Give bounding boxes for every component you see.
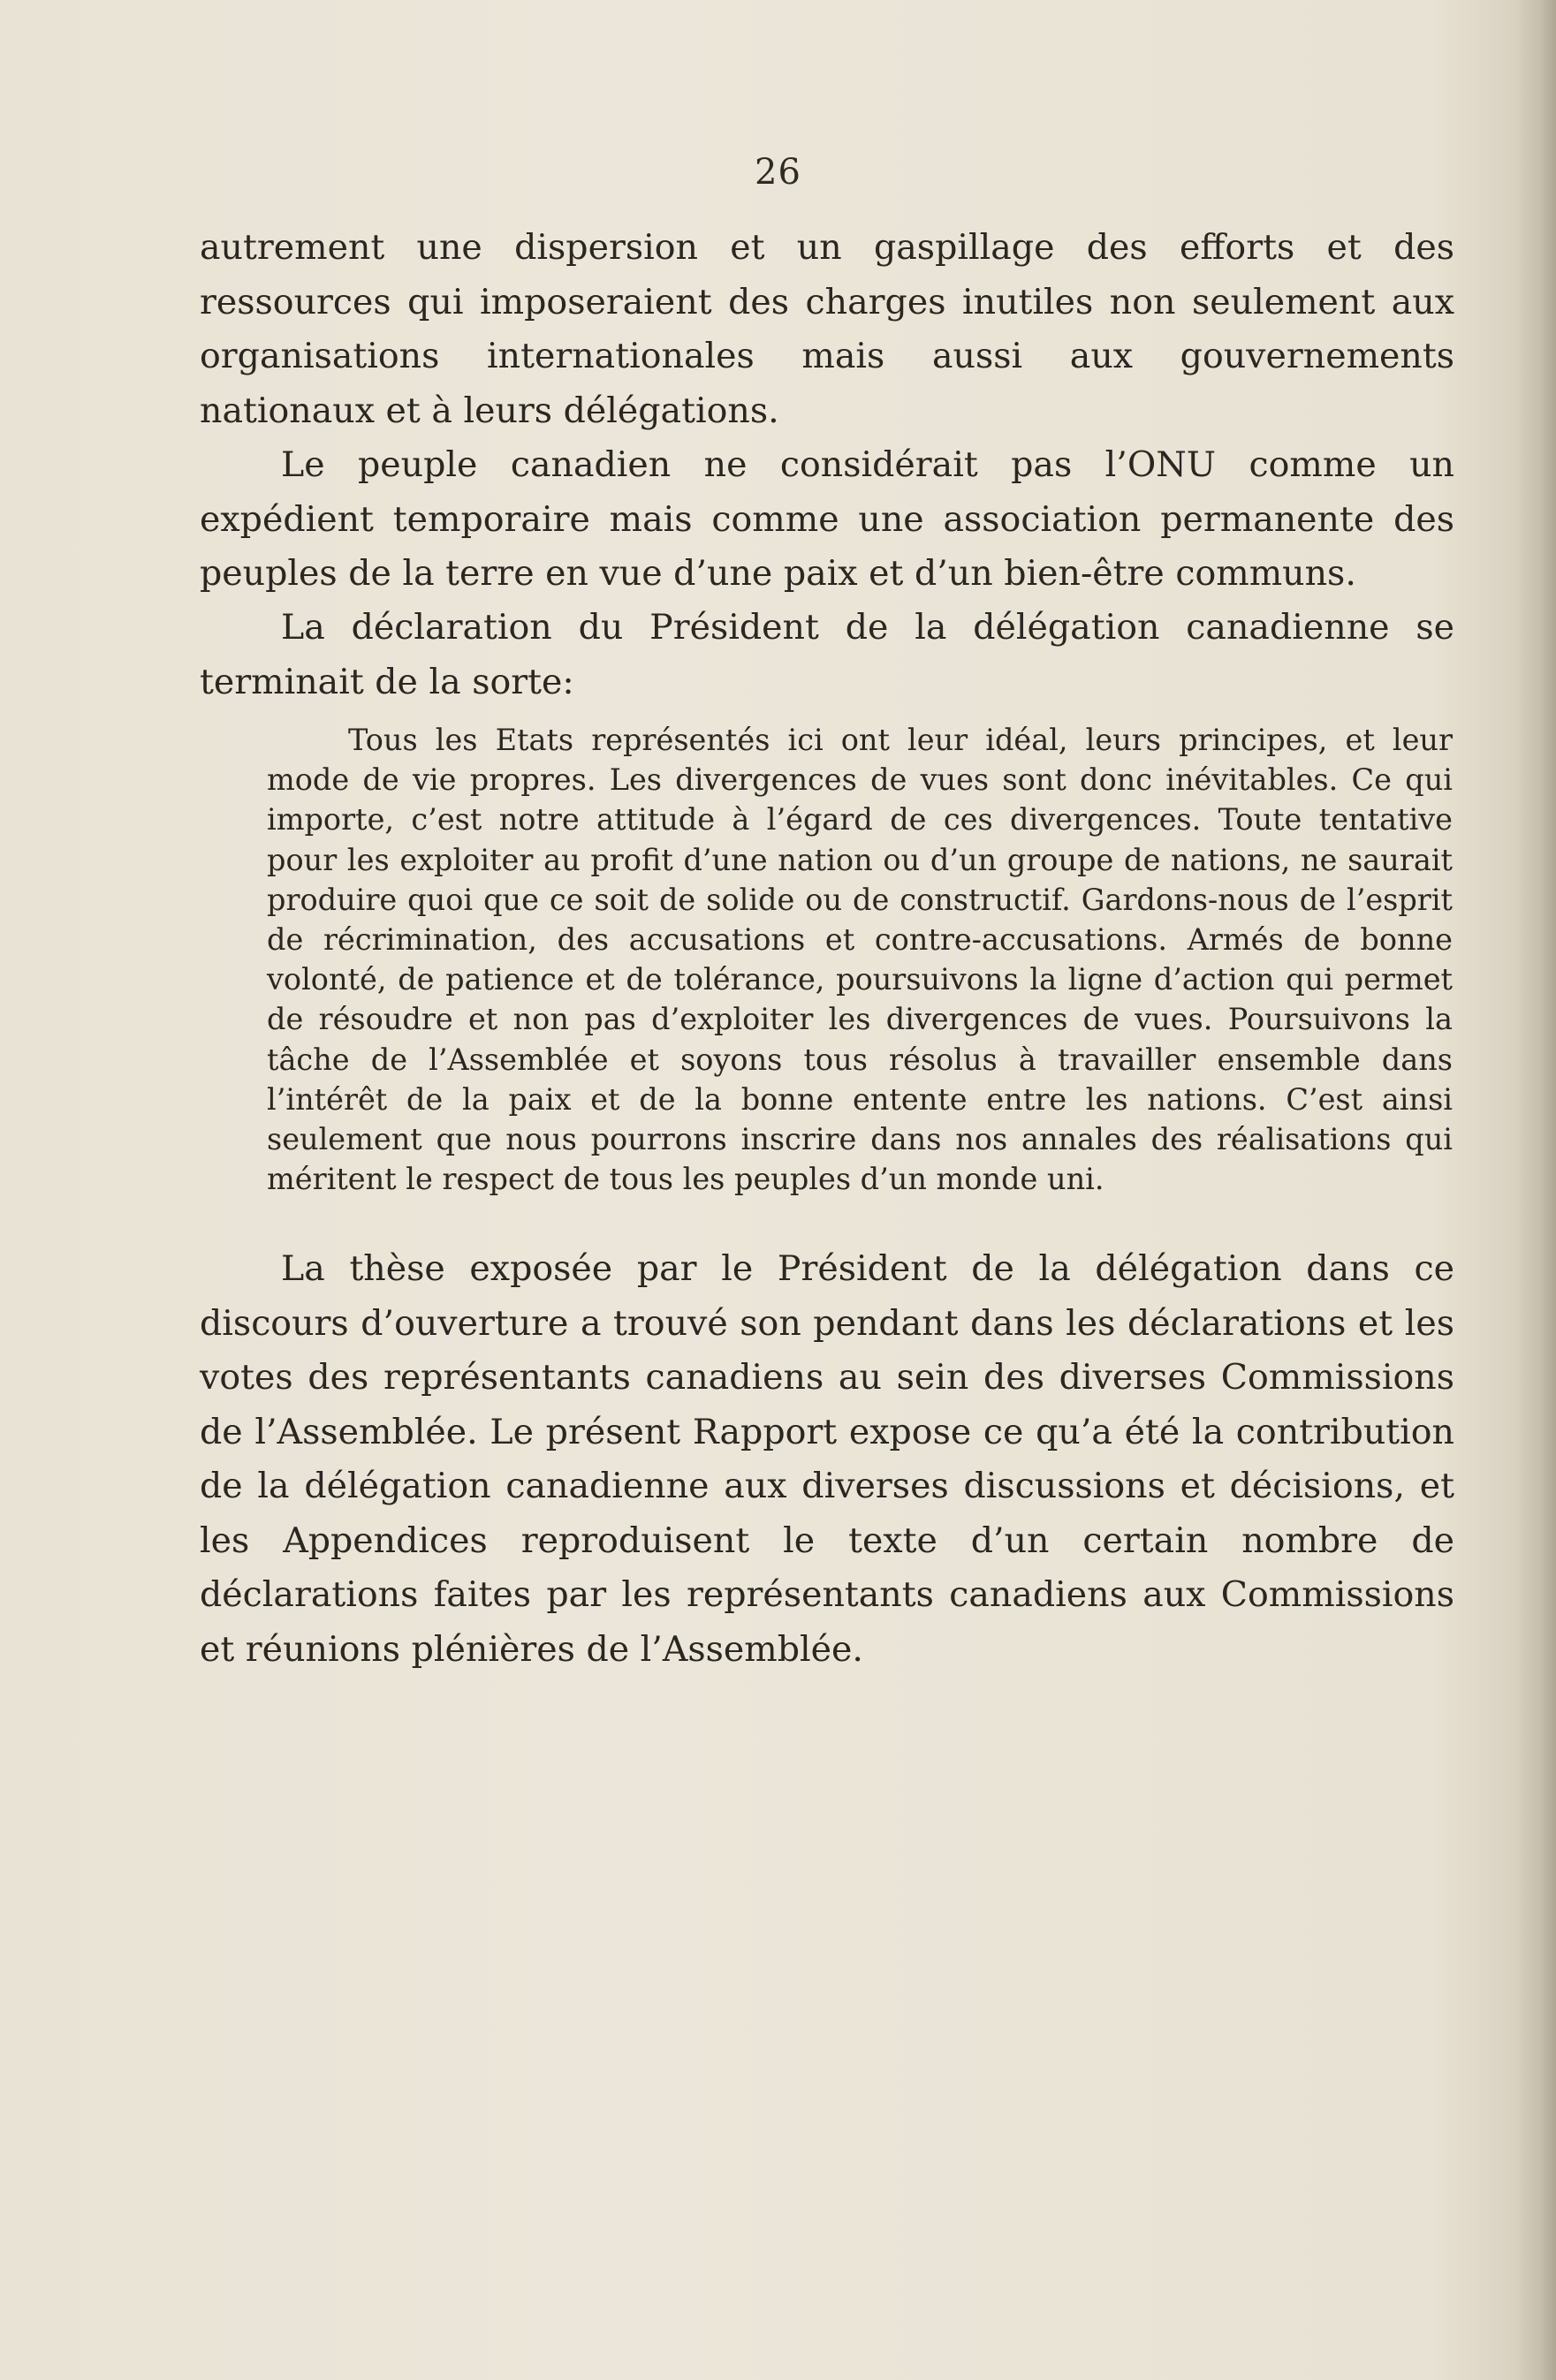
- block-quote: Tous les Etats représentés ici ont leur idéal, leurs principes, et leur mode de vie propres. Les divergences de vues sont donc inévitables. Ce qui importe, c’est notre attitude à l’égard de ces divergences. Toute tentative pour les exploiter au profit d’une nation ou d’un groupe de nations, ne saurait produire quoi que ce soit de solide ou de constructif. Gardons-nous de l’esprit de récrimination, des accusations et contre-accusations. Armés de bonne volonté, de patience et de tolérance, poursuivons la ligne d’action qui permet de résoudre et non pas d’exploiter les divergences de vues. Poursuivons la tâche de l’Assemblée et soyons tous résolus à travailler ensemble dans l’intérêt de la paix et de la bonne entente entre les nations. C’est ainsi seulement que nous pourrons inscrire dans nos annales des réalisations qui méritent le respect de tous les peuples d’un monde uni.: [267, 723, 1453, 1197]
- paragraph-4: La thèse exposée par le Président de la délégation dans ce discours d’ouverture a trouvé son pendant dans les déclarations et les votes des représentants canadiens au sein des diverses Commissions de l’Assemblée. Le présent Rapport expose ce qu’a été la contribution de la délégation canadienne aux diverses discussions et décisions, et les Appendices reproduisent le texte d’un certain nombre de déclarations faites par les représentants canadiens aux Commissions et réunions plénières de l’Assemblée.: [200, 1248, 1454, 1670]
- page-number: 26: [755, 152, 801, 193]
- paragraph-1: autrement une dispersion et un gaspillage des efforts et des ressources qui imposeraient des charges inutiles non seulement aux organisations internationales mais aussi aux gouvernements nationaux et à leurs délégations.: [200, 227, 1454, 431]
- paragraph-2: Le peuple canadien ne considérait pas l’ONU comme un expédient temporaire mais comme une association permanente des peuples de la terre en vue d’une paix et d’un bien-être communs.: [200, 444, 1454, 594]
- page-edge-shadow: [1517, 0, 1556, 2380]
- paragraph-3: La déclaration du Président de la délégation canadienne se terminait de la sorte:: [200, 607, 1454, 702]
